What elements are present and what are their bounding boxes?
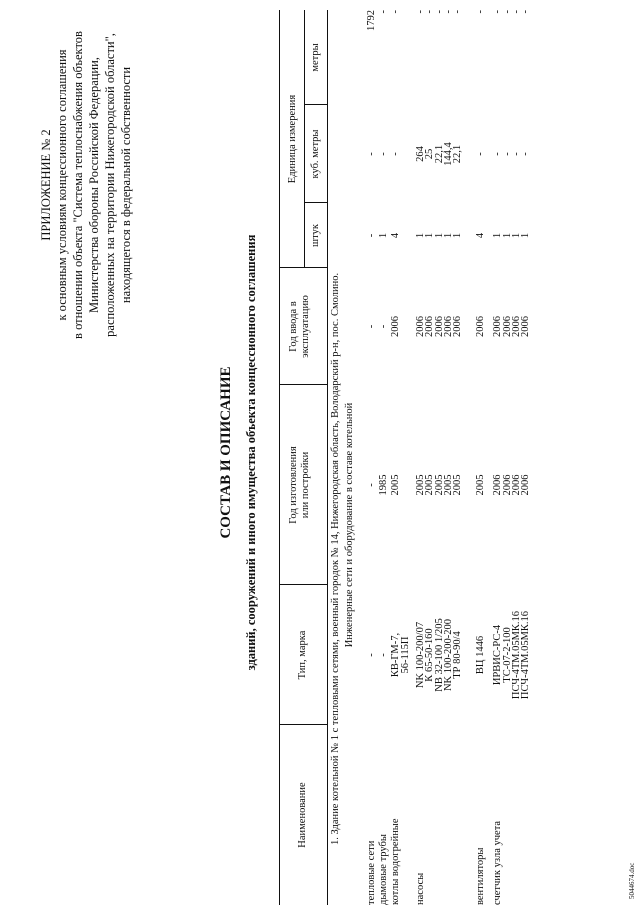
year-made-cell: 2005	[390, 474, 401, 496]
type-cell: ВЦ 1446	[475, 635, 486, 675]
year-made-cell: 2005	[424, 474, 435, 496]
col-header-type: Тип, марка	[297, 630, 308, 680]
type-cell: NK 100-200-200	[443, 618, 454, 692]
type-cell: ПСЧ-4ТМ.05МК.16	[520, 610, 531, 700]
year-commission-cell: 2006	[415, 316, 426, 337]
meters-cell: 1792	[366, 10, 377, 31]
year-commission-cell: 2006	[475, 316, 486, 337]
pcs-cell: 1	[492, 232, 503, 239]
type-cell: 56-115П	[400, 636, 411, 674]
pcs-cell: 1	[378, 232, 389, 239]
section-title: 1. Здание котельной № 1 с тепловыми сетями, военный городок № 14, Нижегородская область, Володарский р-н, пос. Смолино.	[330, 272, 341, 845]
type-cell: ИРВИС-РС-4	[492, 624, 503, 686]
year-made-cell: -	[366, 483, 377, 487]
name-cell: счетчик узла учета	[492, 820, 503, 905]
m3-cell: -	[511, 152, 522, 156]
type-cell: -	[366, 653, 377, 657]
year-commission-cell: -	[378, 324, 389, 329]
document-subtitle: зданий, сооружений и иного имущества объекта концессионного соглашения	[244, 234, 258, 671]
year-made-cell: 1985	[378, 474, 389, 496]
year-commission-cell: -	[366, 324, 377, 329]
year-made-cell: 2006	[492, 474, 503, 496]
m3-cell: 25	[424, 148, 435, 160]
year-commission-cell: 2006	[390, 316, 401, 337]
appendix-line-3: Министерства обороны Российской Федерации,	[87, 57, 101, 313]
year-made-cell: 2006	[520, 474, 531, 496]
m3-cell: 22,1	[434, 144, 445, 164]
pcs-cell: 1	[452, 232, 463, 239]
col-header-pcs: штук	[310, 224, 321, 247]
meters-cell: -	[434, 10, 445, 14]
meters-cell: -	[475, 10, 486, 14]
name-cell: котлы водогрейные	[390, 818, 401, 905]
section-subtitle: Инженерные сети и оборудование в составе котельной	[344, 402, 355, 648]
year-made-cell: 2005	[443, 474, 454, 496]
type-cell: КВ-ГМ-7,	[390, 632, 401, 678]
year-commission-cell: 2006	[511, 316, 522, 337]
year-made-cell: 2005	[475, 474, 486, 496]
meters-cell: -	[511, 10, 522, 14]
year-commission-cell: 2006	[424, 316, 435, 337]
pcs-cell: 1	[424, 232, 435, 239]
m3-cell: -	[378, 152, 389, 156]
appendix-title: ПРИЛОЖЕНИЕ № 2	[39, 129, 53, 241]
meters-cell: -	[492, 10, 503, 14]
name-cell: тепловые сети	[366, 840, 377, 905]
m3-cell: 264	[415, 146, 426, 162]
pcs-cell: 1	[443, 232, 454, 239]
year-commission-cell: 2006	[492, 316, 503, 337]
type-cell: -	[378, 653, 389, 657]
meters-cell: -	[520, 10, 531, 14]
footer-doc-id: 5044674.doc	[628, 862, 636, 899]
meters-cell: -	[452, 10, 463, 14]
year-commission-cell: 2006	[452, 316, 463, 337]
year-made-cell: 2005	[452, 474, 463, 496]
year-commission-cell: 2006	[502, 316, 513, 337]
name-cell: вентиляторы	[475, 847, 486, 905]
type-cell: К 65-50-160	[424, 628, 435, 682]
meters-cell: -	[443, 10, 454, 14]
pcs-cell: 1	[415, 232, 426, 239]
pcs-cell: 1	[520, 232, 531, 239]
m3-cell: -	[502, 152, 513, 156]
col-header-year-comm-1: Год ввода в	[288, 301, 299, 352]
m3-cell: -	[520, 152, 531, 156]
meters-cell: -	[390, 10, 401, 14]
table-header-bottom-border	[327, 10, 328, 905]
year-commission-cell: 2006	[520, 316, 531, 337]
pcs-cell: 4	[390, 232, 401, 239]
pcs-cell: 1	[502, 232, 513, 239]
pcs-cell: -	[366, 233, 377, 238]
name-cell: дымовые трубы	[378, 834, 389, 905]
meters-cell: -	[415, 10, 426, 14]
type-cell: NB 32-100 1/205	[434, 618, 445, 692]
year-commission-cell: 2006	[443, 316, 454, 337]
type-cell: ПСЧ-4ТМ.05МК.16	[511, 610, 522, 700]
appendix-line-1: к основным условиям концессионного соглашения	[55, 49, 69, 321]
table-top-border	[279, 10, 280, 905]
year-commission-cell: 2006	[434, 316, 445, 337]
year-made-cell: 2006	[502, 474, 513, 496]
meters-cell: -	[502, 10, 513, 14]
col-header-m3: куб. метры	[310, 129, 321, 179]
col-header-year-made-1: Год изготовления	[288, 446, 299, 524]
m3-cell: -	[492, 152, 503, 156]
appendix-line-2: в отношении объекта "Система теплоснабжения объектов	[71, 31, 85, 339]
m3-cell: 22,1	[452, 144, 463, 164]
appendix-line-4: расположенных на территории Нижегородской области",	[103, 33, 117, 337]
meters-cell: -	[424, 10, 435, 14]
type-cell: ТС-07-2-100	[502, 627, 513, 683]
year-made-cell: 2006	[511, 474, 522, 496]
col-header-units: Единица измерения	[287, 94, 298, 184]
type-cell: ТР 80-90/4	[452, 631, 463, 679]
name-cell: насосы	[415, 872, 426, 905]
pcs-cell: 1	[511, 232, 522, 239]
col-header-name: Наименование	[297, 782, 308, 848]
col-header-m: метры	[310, 43, 321, 72]
unit-group-divider	[304, 10, 305, 268]
col-header-year-comm-2: эксплуатацию	[300, 295, 311, 358]
document-title: СОСТАВ И ОПИСАНИЕ	[218, 366, 234, 539]
col-header-year-made-2: или постройки	[300, 451, 311, 519]
m3-cell: -	[390, 152, 401, 156]
pcs-cell: 1	[434, 232, 445, 239]
appendix-line-5: находящегося в федеральной собственности	[119, 66, 133, 304]
meters-cell: -	[378, 10, 389, 14]
year-made-cell: 2005	[415, 474, 426, 496]
m3-cell: -	[366, 152, 377, 156]
pcs-cell: 4	[475, 232, 486, 239]
type-cell: NK 100-200/07	[415, 621, 426, 689]
m3-cell: 144,4	[443, 142, 454, 166]
year-made-cell: 2005	[434, 474, 445, 496]
m3-cell: -	[475, 152, 486, 156]
